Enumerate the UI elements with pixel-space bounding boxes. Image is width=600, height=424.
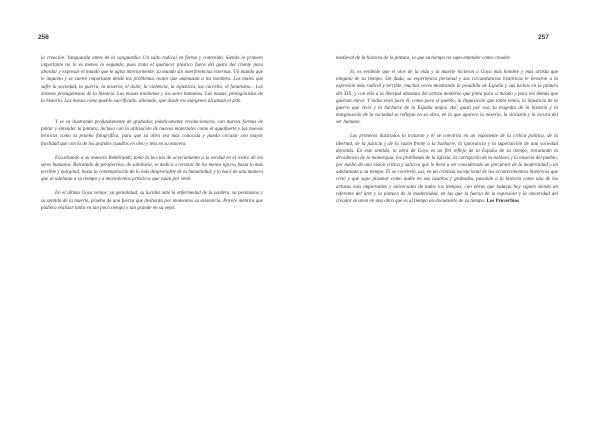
- left-paragraph-1: la creación. Vanguardia antes de la vanguardia. Un salto radical en forma y contenido. Siendo lo primero importante no lo es menos lo segundo, pues trata el quehacer plástico fuera del gusto del cliente para abordar y expresar el mundo que le agita interiormente, su mundo sin interferencias externas. Un mundo que le inquieta y se vuelve importante desde los problemas reales que amenazan a los hombres. Los males que sufre la sociedad, la guerra, la miseria, el dolor, la violencia, la injusticia, las cárceles, el fanatismo... Los mismos protagonistas de la historia. Las masas anónimas y los seres humanos. Las masas, protagonistas de la historia. Las masas como pueblo sacrificado, alienado, que desde los márgenes alcanzan el arte.: [41, 56, 263, 104]
- right-paragraph-3-text: Los primeros ilustrados lo trataron y él se convirtió en un exponente de la crítica política, de la libertad, de la justicia y de la razón frente a la barbarie, la ignorancia y la superstición de una sociedad dormida. En este sentido, la obra de Goya es un fiel reflejo de la España de su tiempo, retratando la decadencia de la monarquía, los problemas de la Iglesia, la corrupción de la nobleza y la miseria del pueblo, por medio de una visión crítica y satírica que le llevó a ser considerado un precursor de la modernidad y un adelantado a su tiempo. Él se convirtió, así, en un cronista excepcional de los acontecimientos históricos que vivió y que supo plasmar como nadie en sus cuadros y grabados, pasando a la historia como uno de los artistas más importantes y universales de todos los tiempos, con obras que todavía hoy siguen siendo un referente del arte y la pintura de la modernidad, en las que la fuerza de la expresión y la sinceridad del creador se unen en una obra que es al tiempo un documento de su tiempo.: [336, 134, 558, 204]
- left-paragraph-2: Y se va ilustrando profundamente de grabador, plásticamente revolucionario, con nuevas formas de pintar y entender la pintura, incluso con la utilización de nuevos materiales como el aguafuerte y las nuevas técnicas como la prueba fotográfica, para que su obra sea más conocida y pueda circular con mayor facilidad que con la de los grandes cuadros en óleo y tela en su manera.: [41, 120, 263, 147]
- bold-term: Los Proverbios: [486, 198, 519, 204]
- right-paragraph-2: Sí, es evidente que el olor de la vida y la muerte hicieron a Goya más hombre y más artista que ninguno de su tiempo. Sin duda, su experiencia personal y sus circunstancias históricas le llevaron a la expresión más radical y terrible, muchas veces mostrando la pesadilla de España y sus luchas en la pintura del XIX, y con ello a la libertad absoluta del artista moderno que pinta para sí mismo y para los demás que quieran mirar. Y todos eran para él, como para el pueblo, la Inquisición que tanto temía, la injusticia de la guerra que vivió y la barbarie de la España negra. Así, quizá por eso, la tragedia de la historia y la marginación de la sociedad se reflejan en su obra, en la que aparece la miseria, la sinrazón y la locura del ser humano.: [336, 70, 558, 126]
- page-number-right: 257: [538, 34, 549, 41]
- left-paragraph-4: En el último Goya vemos: su genialidad, su lucidez ante la enfermedad de la sordera, su pesimismo y su sentido de la muerte, prueba de una fuerza que desborda por momentos su existencia. Parece mentira que pudiera realizar tanto en tan poco tiempo y tan grande en su vejez.: [41, 191, 263, 211]
- left-page-text: [41, 55, 263, 212]
- left-paragraph-3: Escuchando a su maestro Rembrandt, tomó la lección de acercamiento a la verdad en el rostro de los seres humanos. Retratado de perspectiva, de sabiduría, se dedicó a retratar de los menos típicos hasta lo más terrible y marginal, hasta la contemplación de lo más despreciable de la humanidad, y lo hace de una manera que se adelanta a su tiempo y a movimientos artísticos que están por venir.: [41, 155, 263, 183]
- right-paragraph-1: medieval de la historia de la pintura, lo que su tiempo no supo entender como creador.: [336, 56, 511, 61]
- right-page: [300, 0, 600, 424]
- right-page-text: [336, 55, 558, 205]
- right-paragraph-3: [336, 133, 558, 205]
- page-number-left: 256: [38, 34, 49, 41]
